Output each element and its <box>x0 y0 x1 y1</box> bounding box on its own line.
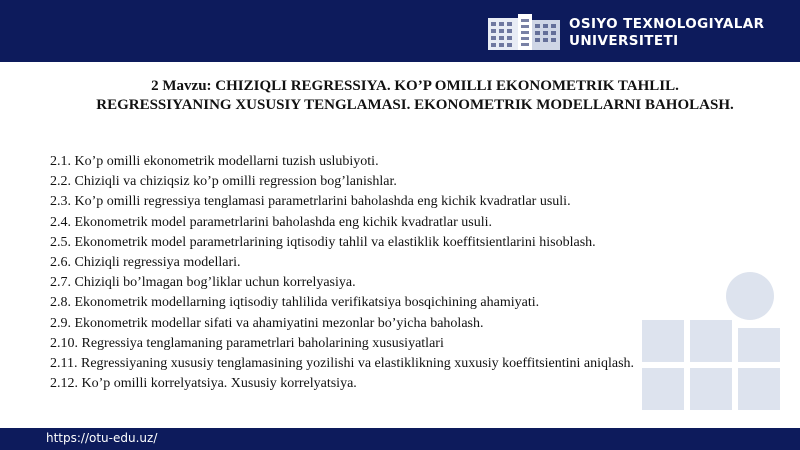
university-name-line2: UNIVERSITETI <box>569 33 679 49</box>
slide-title: 2 Mavzu: CHIZIQLI REGRESSIYA. KO’P OMILLI EKONOMETRIK TAHLIL. REGRESSIYANING XUSUSIY TENGLAMASI. EKONOMETRIK MODELLARNI BAHOLASH. <box>96 78 734 113</box>
topic-item: 2.9. Ekonometrik modellar sifati va ahamiyatini mezonlar bo’yicha baholash. <box>50 315 484 331</box>
topic-item: 2.7. Chiziqli bo’lmagan bog’liklar uchun korrelyasiya. <box>50 275 356 291</box>
topic-item: 2.11. Regressiyaning xususiy tenglamasining yozilishi va elastiklikning xuxusiy koeffitsientini aniqlash. <box>50 356 635 372</box>
header-bar <box>0 0 800 62</box>
topic-item: 2.5. Ekonometrik model parametrlarining iqtisodiy tahlil va elastiklik koeffitsientlarini hisoblash. <box>50 234 596 250</box>
watermark-logo-icon <box>640 268 785 418</box>
topic-item: 2.6. Chiziqli regressiya modellari. <box>50 255 241 271</box>
topic-item: 2.4. Ekonometrik model parametrlarini baholashda eng kichik kvadratlar usuli. <box>50 214 493 230</box>
topic-item: 2.1. Ko’p omilli ekonometrik modellarni tuzish uslubiyoti. <box>50 154 379 169</box>
topic-item: 2.3. Ko’p omilli regressiya tenglamasi parametrlarini baholashda eng kichik kvadratlar usuli. <box>50 194 571 210</box>
university-building-icon <box>488 14 560 50</box>
topic-list <box>50 152 710 394</box>
topic-item: 2.2. Chiziqli va chiziqsiz ko’p omilli regression bog’lanishlar. <box>50 174 397 190</box>
footer-url-link[interactable]: https://otu-edu.uz/ <box>46 431 158 445</box>
topic-item: 2.10. Regressiya tenglamaning parametrlari baholarining xususiyatlari <box>50 335 444 351</box>
topic-item: 2.8. Ekonometrik modellarning iqtisodiy tahlilida verifikatsiya bosqichining ahamiyati. <box>50 295 540 311</box>
footer-bar <box>0 428 800 450</box>
university-name <box>569 16 764 50</box>
topic-item: 2.12. Ko’p omilli korrelyatsiya. Xususiy korrelyatsiya. <box>50 376 357 392</box>
university-name-line1: OSIYO TEXNOLOGIYALAR <box>569 16 765 32</box>
